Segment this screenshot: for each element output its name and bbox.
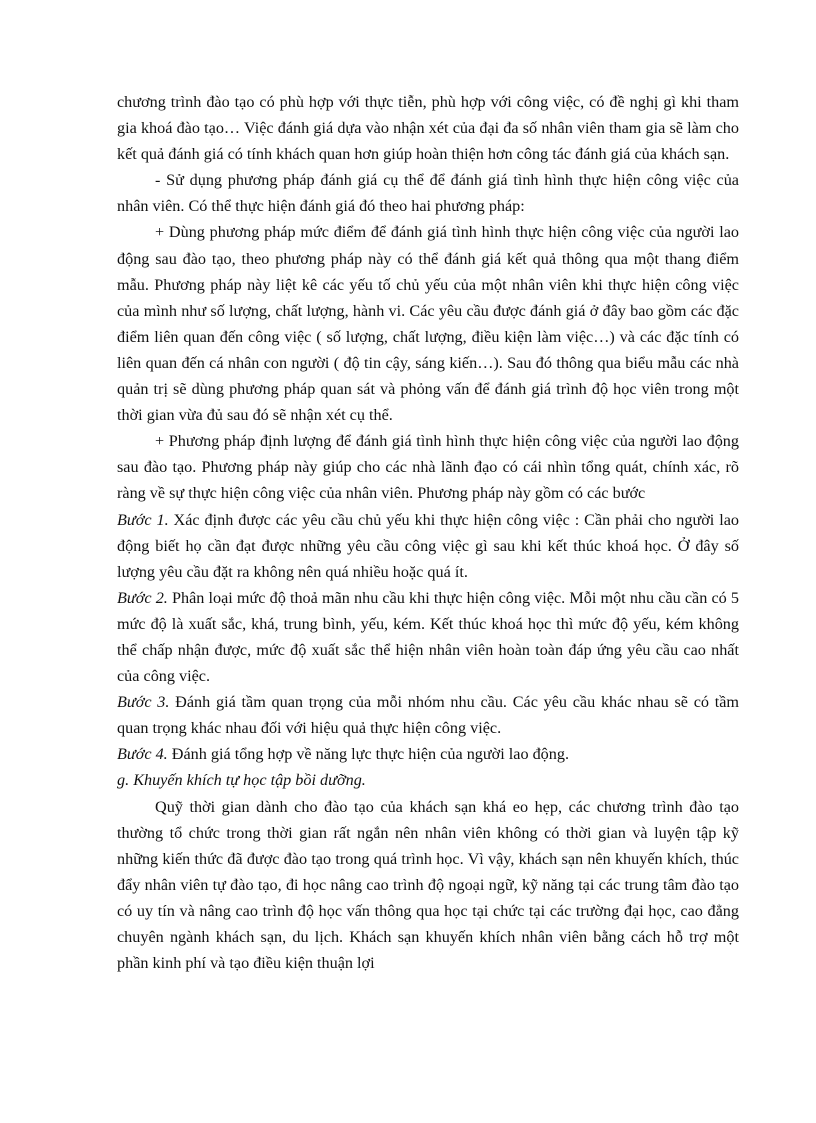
step-3-text: Đánh giá tầm quan trọng của mỗi nhóm nhu cầu. Các yêu cầu khác nhau sẽ có tầm quan trọng khác nhau đối với hiệu quả thực hiện công việc. <box>117 693 739 738</box>
paragraph-evaluation-feedback: chương trình đào tạo có phù hợp với thực tiễn, phù hợp với công việc, có đề nghị gì khi tham gia khoá đào tạo… Việc đánh giá dựa vào nhận xét của đại đa số nhân viên tham gia sẽ làm cho kết quả đánh giá có tính khách quan hơn giúp hoàn thiện hơn công tác đánh giá của khách sạn. <box>117 93 739 164</box>
step-2-text: Phân loại mức độ thoả mãn nhu cầu khi thực hiện công việc. Mỗi một nhu cầu cần có 5 mức độ là xuất sắc, khá, trung bình, yếu, kém. Kết thúc khoá học thì mức độ yếu, kém không thể chấp nhận được, mức độ xuất sắc thể hiện nhân viên hoàn toàn đáp ứng yêu cầu cao nhất của công việc. <box>117 588 739 686</box>
paragraph-quantitative-method: + Phương pháp định lượng để đánh giá tình hình thực hiện công việc của người lao động sau đào tạo. Phương pháp này giúp cho các nhà lãnh đạo có cái nhìn tổng quát, chính xác, rõ ràng về sự thực hiện công việc của nhân viên. Phương pháp này gồm có các bước <box>117 432 739 503</box>
step-4-text: Đánh giá tổng hợp về năng lực thực hiện của người lao động. <box>167 745 570 764</box>
paragraph-scoring-method: + Dùng phương pháp mức điểm để đánh giá tình hình thực hiện công việc của người lao động sau đào tạo, theo phương pháp này có thể đánh giá kết quả thông qua một thang điểm mẫu. Phương pháp này liệt kê các yếu tố chủ yếu của một nhân viên khi thực hiện công việc của mình như số lượng, chất lượng, hành vi. Các yêu cầu được đánh giá ở đây bao gồm các đặc điểm liên quan đến công việc ( số lượng, chất lượng, điều kiện làm việc…) và các đặc tính có liên quan đến cá nhân con người ( độ tin cậy, sáng kiến…). Sau đó thông qua biểu mẫu các nhà quản trị sẽ dùng phương pháp quan sát và phỏng vấn để đánh giá trình độ học viên trong một thời gian vừa đủ sau đó sẽ nhận xét cụ thể. <box>117 223 739 425</box>
document-body <box>117 89 739 976</box>
step-1-label: Bước 1. <box>117 510 169 529</box>
step-3 <box>117 689 739 741</box>
paragraph-self-study: Quỹ thời gian dành cho đào tạo của khách sạn khá eo hẹp, các chương trình đào tạo thường tổ chức trong thời gian rất ngắn nên nhân viên không có thời gian và luyện tập kỹ những kiến thức đã được đào tạo trong quá trình học. Vì vậy, khách sạn nên khuyến khích, thúc đẩy nhân viên tự đào tạo, đi học nâng cao trình độ ngoại ngữ, kỹ năng tại các trung tâm đào tạo có uy tín và nâng cao trình độ học vấn thông qua học tại chức tại các trường đại học, cao đẳng chuyên ngành khách sạn, du lịch. Khách sạn khuyến khích nhân viên bằng cách hỗ trợ một phần kinh phí và tạo điều kiện thuận lợi <box>117 797 739 973</box>
paragraph-specific-method: - Sử dụng phương pháp đánh giá cụ thể để đánh giá tình hình thực hiện công việc của nhân viên. Có thể thực hiện đánh giá đó theo hai phương pháp: <box>117 171 739 216</box>
step-2 <box>117 585 739 689</box>
step-1 <box>117 507 739 585</box>
section-heading: g. Khuyến khích tự học tập bồi dưỡng. <box>117 771 366 790</box>
step-3-label: Bước 3. <box>117 693 170 712</box>
step-4 <box>117 741 739 767</box>
step-2-label: Bước 2. <box>117 588 168 607</box>
step-4-label: Bước 4. <box>117 745 168 764</box>
step-1-text: Xác định được các yêu cầu chủ yếu khi thực hiện công việc : Cần phải cho người lao động biết họ cần đạt được những yêu cầu công việc gì sau khi kết thúc khoá học. Ở đây số lượng yêu cầu đặt ra không nên quá nhiều hoặc quá ít. <box>117 510 739 581</box>
